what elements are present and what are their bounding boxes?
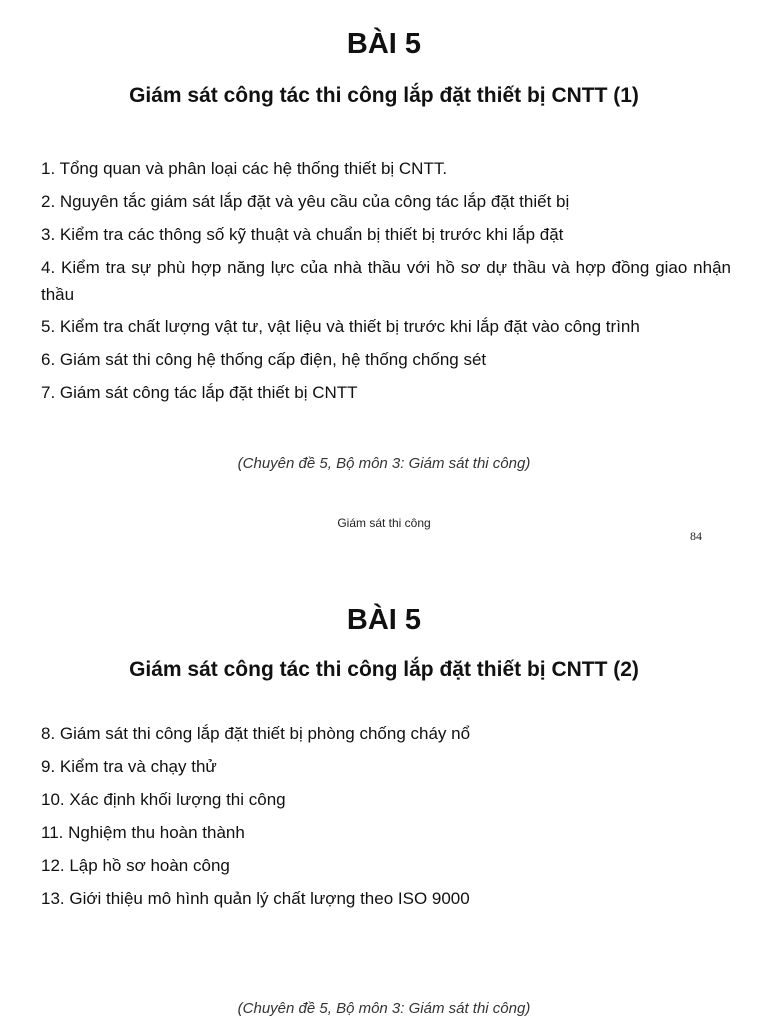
- list-item: 5. Kiểm tra chất lượng vật tư, vật liệu và thiết bị trước khi lắp đặt vào công trình: [41, 317, 640, 336]
- list-item: 6. Giám sát thi công hệ thống cấp điện, hệ thống chống sét: [41, 350, 487, 369]
- page-footer: Giám sát thi công: [337, 516, 431, 530]
- lesson-subtitle: Giám sát công tác thi công lắp đặt thiết bị CNTT (1): [129, 84, 639, 107]
- list-item: 10. Xác định khối lượng thi công: [41, 790, 286, 809]
- list-item: 3. Kiểm tra các thông số kỹ thuật và chuẩn bị thiết bị trước khi lắp đặt: [41, 225, 564, 244]
- topic-list: [41, 155, 731, 412]
- list-item: 4. Kiểm tra sự phù hợp năng lực của nhà thầu với hồ sơ dự thầu và hợp đồng giao nhận thầu: [41, 258, 731, 304]
- lesson-title: BÀI 5: [346, 604, 422, 636]
- source-caption: (Chuyên đề 5, Bộ môn 3: Giám sát thi công): [237, 455, 531, 472]
- document-page-2: [0, 560, 768, 1024]
- page-number: 84: [690, 529, 702, 543]
- list-item: 9. Kiểm tra và chạy thử: [41, 757, 217, 776]
- list-item: 8. Giám sát thi công lắp đặt thiết bị phòng chống cháy nổ: [41, 724, 471, 743]
- source-caption: (Chuyên đề 5, Bộ môn 3: Giám sát thi công): [237, 1000, 531, 1017]
- list-item: 13. Giới thiệu mô hình quản lý chất lượng theo ISO 9000: [41, 889, 470, 908]
- list-item: 7. Giám sát công tác lắp đặt thiết bị CNTT: [41, 383, 358, 402]
- list-item: 1. Tổng quan và phân loại các hệ thống thiết bị CNTT.: [41, 159, 448, 178]
- list-item: 2. Nguyên tắc giám sát lắp đặt và yêu cầu của công tác lắp đặt thiết bị: [41, 192, 570, 211]
- list-item: 12. Lập hồ sơ hoàn công: [41, 856, 230, 875]
- list-item: 11. Nghiệm thu hoàn thành: [41, 823, 245, 842]
- lesson-subtitle: Giám sát công tác thi công lắp đặt thiết bị CNTT (2): [129, 658, 639, 681]
- lesson-title: BÀI 5: [346, 28, 422, 60]
- topic-list: [41, 720, 731, 918]
